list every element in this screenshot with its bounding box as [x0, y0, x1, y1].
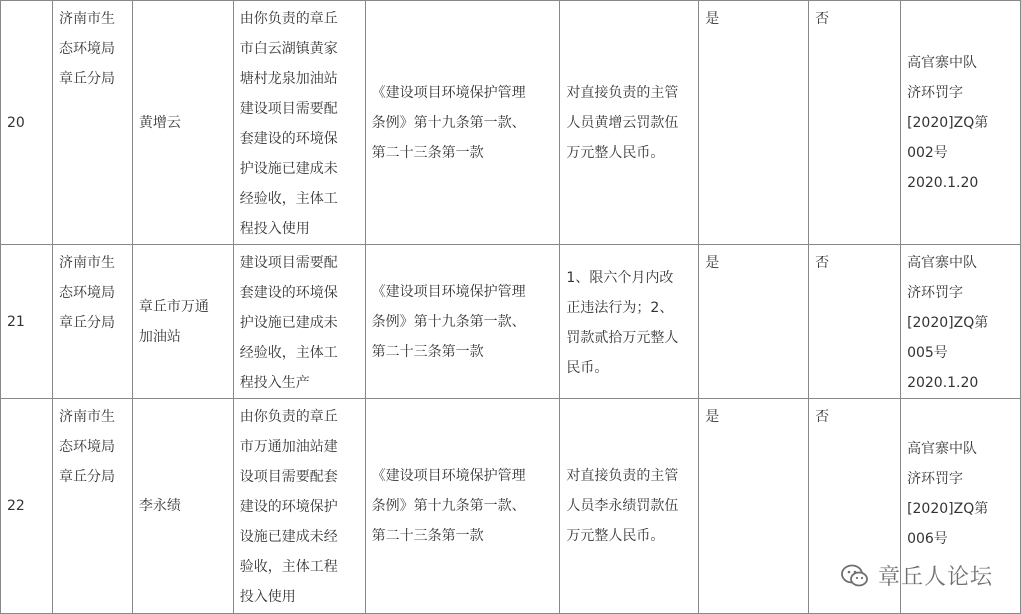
facts-cell: 建设项目需要配 套建设的环境保 护设施已建成未 经验收，主体工 程投入生产: [233, 245, 365, 399]
basis-cell: 《建设项目环境保护管理 条例》第十九条第一款、 第二十三条第一款: [365, 245, 560, 399]
yes-cell: 是: [699, 399, 809, 614]
facts-cell: 由你负责的章丘 市万通加油站建 设项目需要配套 建设的环境保护 设施已建成未经 验收，主体工程 投入使用: [233, 399, 365, 614]
document-cell: 高官寨中队 济环罚字 [2020]ZQ第 002号 2020.1.20: [901, 1, 1021, 245]
no-cell: 否: [809, 399, 901, 614]
document-cell: 高官寨中队 济环罚字 [2020]ZQ第 005号 2020.1.20: [901, 245, 1021, 399]
party-cell: 章丘市万通 加油站: [132, 245, 233, 399]
party-cell: 李永绩: [132, 399, 233, 614]
no-cell: 否: [809, 245, 901, 399]
yes-cell: 是: [699, 245, 809, 399]
agency-cell: 济南市生 态环境局 章丘分局: [52, 399, 132, 614]
row-number: 22: [1, 399, 53, 614]
watermark: [840, 560, 993, 591]
agency-cell: 济南市生 态环境局 章丘分局: [52, 1, 132, 245]
table-row: [1, 1, 1021, 245]
row-number: 20: [1, 1, 53, 245]
table-row: [1, 245, 1021, 399]
penalty-cell: 对直接负责的主管 人员黄增云罚款伍 万元整人民币。: [560, 1, 699, 245]
watermark-text: 章丘人论坛: [877, 565, 993, 590]
basis-cell: 《建设项目环境保护管理 条例》第十九条第一款、 第二十三条第一款: [365, 399, 560, 614]
no-cell: 否: [809, 1, 901, 245]
agency-cell: 济南市生 态环境局 章丘分局: [52, 245, 132, 399]
basis-cell: 《建设项目环境保护管理 条例》第十九条第一款、 第二十三条第一款: [365, 1, 560, 245]
penalty-cell: 1、限六个月内改 正违法行为；2、 罚款贰拾万元整人 民币。: [560, 245, 699, 399]
document-cell: 高官寨中队 济环罚字 [2020]ZQ第 006号: [901, 399, 1021, 614]
penalty-cell: 对直接负责的主管 人员李永绩罚款伍 万元整人民币。: [560, 399, 699, 614]
yes-cell: 是: [699, 1, 809, 245]
facts-cell: 由你负责的章丘 市白云湖镇黄家 塘村龙泉加油站 建设项目需要配 套建设的环境保 护设施已建成未 经验收，主体工 程投入使用: [233, 1, 365, 245]
wechat-icon: [840, 563, 870, 589]
row-number: 21: [1, 245, 53, 399]
party-cell: 黄增云: [132, 1, 233, 245]
